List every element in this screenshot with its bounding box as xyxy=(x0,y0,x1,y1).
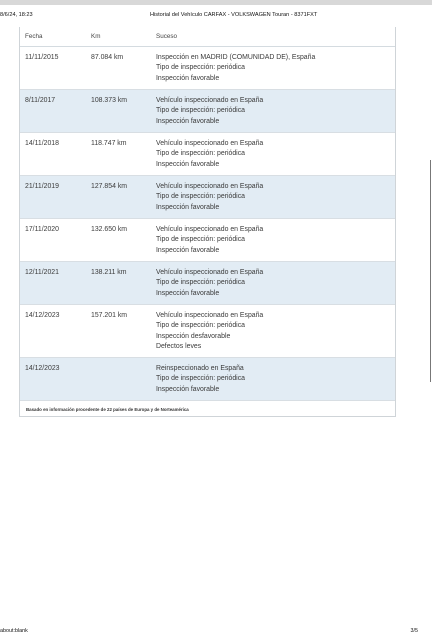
event-line: Vehículo inspeccionado en España xyxy=(156,226,264,233)
event-line: Inspección en MADRID (COMUNIDAD DE), España xyxy=(156,54,316,61)
table-header xyxy=(20,27,395,47)
row-km: 87.084 km xyxy=(91,54,124,61)
row-date: 12/11/2021 xyxy=(25,269,59,276)
row-km: 132.650 km xyxy=(91,226,128,233)
page-number: 3/5 xyxy=(410,628,418,634)
event-line: Defectos leves xyxy=(156,343,202,351)
event-line: Tipo de inspección: periódica xyxy=(156,107,245,115)
header-event: Suceso xyxy=(156,33,178,40)
row-km: 118.747 km xyxy=(91,140,127,147)
row-date: 8/11/2017 xyxy=(25,97,56,104)
print-title: Historial del Vehículo CARFAX - VOLKSWAGEN Touran - 8371FXT xyxy=(150,12,318,18)
event-line: Tipo de inspección: periódica xyxy=(156,64,245,72)
print-url: about:blank xyxy=(0,628,28,634)
row-events xyxy=(156,268,391,299)
event-line: Vehículo inspeccionado en España xyxy=(156,97,264,104)
event-line: Tipo de inspección: periódica xyxy=(156,236,245,244)
row-events xyxy=(156,182,391,213)
row-km: 138.211 km xyxy=(91,269,127,276)
row-km: 157.201 km xyxy=(91,312,128,319)
event-line: Tipo de inspección: periódica xyxy=(156,150,245,158)
event-line: Vehículo inspeccionado en España xyxy=(156,183,264,190)
row-events xyxy=(156,311,391,353)
event-line: Inspección favorable xyxy=(156,289,220,297)
print-date: 8/6/24, 18:23 xyxy=(0,12,33,18)
event-line: Vehículo inspeccionado en España xyxy=(156,269,264,276)
table-row xyxy=(20,90,395,133)
row-events xyxy=(156,96,391,127)
event-line: Inspección desfavorable xyxy=(156,332,231,340)
event-line: Inspección favorable xyxy=(156,117,220,125)
table-row xyxy=(20,219,395,262)
row-date: 21/11/2019 xyxy=(25,183,59,190)
row-km: 108.373 km xyxy=(91,97,128,104)
row-km: 127.854 km xyxy=(91,183,128,190)
event-line: Tipo de inspección: periódica xyxy=(156,375,245,383)
row-date: 14/12/2023 xyxy=(25,365,60,372)
event-line: Inspección favorable xyxy=(156,74,220,82)
event-line: Vehículo inspeccionado en España xyxy=(156,140,264,147)
event-line: Inspección favorable xyxy=(156,385,220,393)
table-row xyxy=(20,305,395,358)
scroll-indicator xyxy=(430,160,431,382)
table-row xyxy=(20,358,395,401)
top-strip xyxy=(0,0,432,5)
header-date: Fecha xyxy=(25,33,43,40)
event-line: Tipo de inspección: periódica xyxy=(156,322,245,330)
history-table xyxy=(19,27,396,417)
event-line: Reinspeccionado en España xyxy=(156,365,244,372)
table-row xyxy=(20,176,395,219)
row-events xyxy=(156,364,391,395)
event-line: Inspección favorable xyxy=(156,203,220,211)
table-row xyxy=(20,133,395,176)
row-date: 14/12/2023 xyxy=(25,312,60,319)
event-line: Tipo de inspección: periódica xyxy=(156,279,245,287)
header-km: Km xyxy=(91,33,101,40)
row-date: 14/11/2018 xyxy=(25,140,59,147)
row-date: 11/11/2015 xyxy=(25,54,59,61)
event-line: Inspección favorable xyxy=(156,246,220,254)
event-line: Tipo de inspección: periódica xyxy=(156,193,245,201)
event-line: Inspección favorable xyxy=(156,160,220,168)
row-events xyxy=(156,139,391,170)
event-line: Vehículo inspeccionado en España xyxy=(156,312,264,319)
table-body xyxy=(20,47,395,401)
row-events xyxy=(156,53,391,84)
row-events xyxy=(156,225,391,256)
table-row xyxy=(20,262,395,305)
table-row xyxy=(20,47,395,90)
row-date: 17/11/2020 xyxy=(25,226,59,233)
table-footnote: Basado en información procedente de 22 países de Europa y de Norteamérica xyxy=(26,407,189,412)
